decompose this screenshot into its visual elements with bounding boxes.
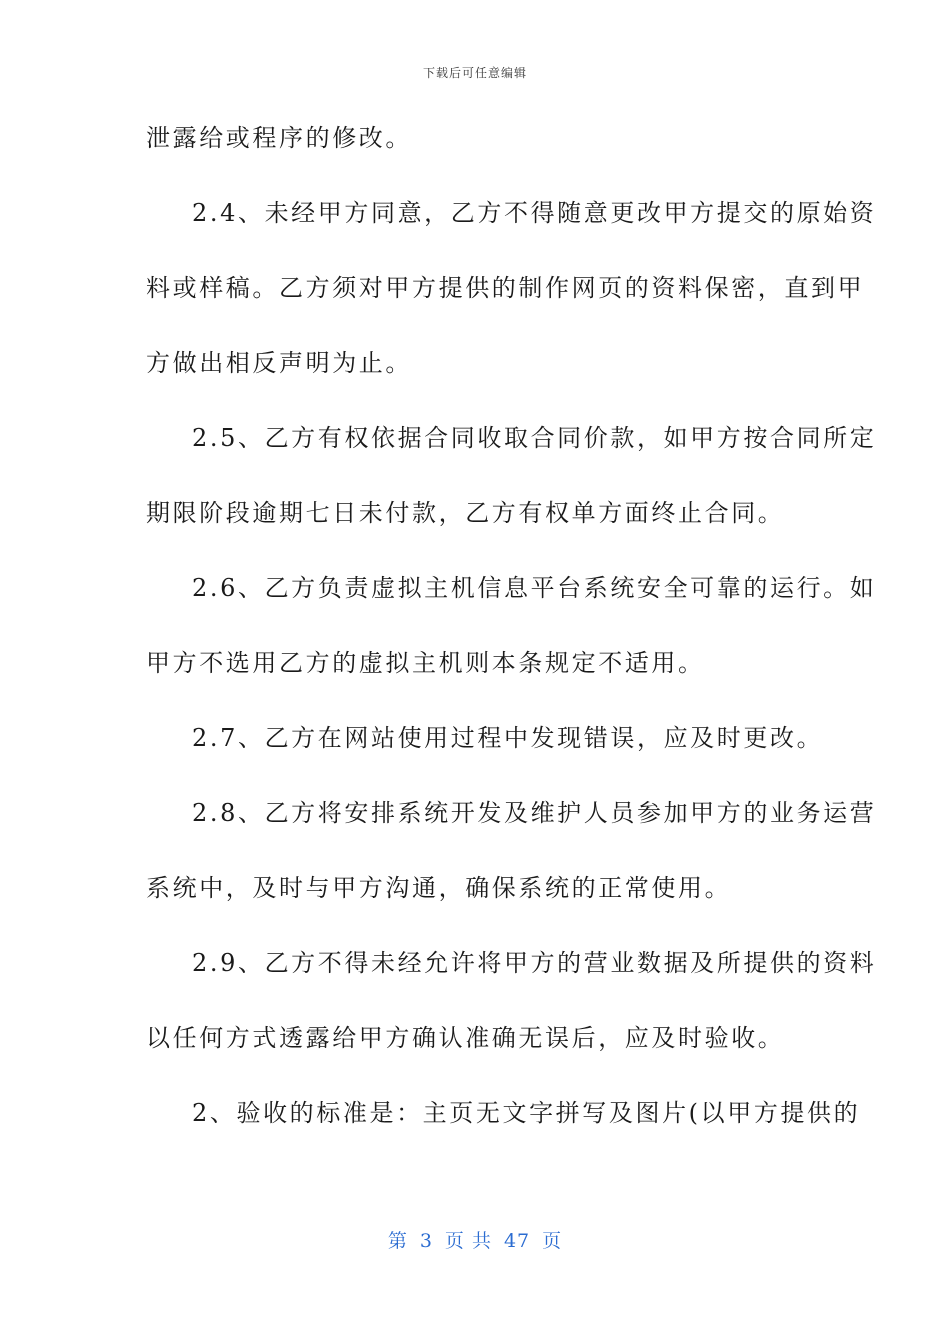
text-line: 料或样稿。乙方须对甲方提供的制作网页的资料保密，直到甲 <box>146 274 865 302</box>
footer-suffix: 页 <box>542 1230 563 1252</box>
page-number: 3 <box>419 1230 433 1252</box>
text-line: 泄露给或程序的修改。 <box>146 124 412 152</box>
clause-2-5: 2.5、乙方有权依据合同收取合同价款，如甲方按合同所定 <box>192 424 877 452</box>
text-line: 甲方不选用乙方的虚拟主机则本条规定不适用。 <box>146 649 705 677</box>
page-footer <box>0 1226 950 1253</box>
clause-2-4: 2.4、未经甲方同意，乙方不得随意更改甲方提交的原始资 <box>192 199 877 227</box>
clause-2-6: 2.6、乙方负责虚拟主机信息平台系统安全可靠的运行。如 <box>192 574 877 602</box>
footer-prefix: 第 <box>387 1230 408 1252</box>
text-line: 以任何方式透露给甲方确认准确无误后，应及时验收。 <box>146 1024 785 1052</box>
text-line: 系统中，及时与甲方沟通，确保系统的正常使用。 <box>146 874 732 902</box>
clause-2-9: 2.9、乙方不得未经允许将甲方的营业数据及所提供的资料 <box>192 949 877 977</box>
document-body <box>146 118 877 1168</box>
clause-2-7: 2.7、乙方在网站使用过程中发现错误，应及时更改。 <box>192 724 824 752</box>
page-header: 下载后可任意编辑 <box>422 66 527 80</box>
clause-2-8: 2.8、乙方将安排系统开发及维护人员参加甲方的业务运营 <box>192 799 877 827</box>
acceptance-standard-clause: 2、验收的标准是：主页无文字拼写及图片(以甲方提供的 <box>192 1099 861 1127</box>
text-line: 期限阶段逾期七日未付款，乙方有权单方面终止合同。 <box>146 499 785 527</box>
text-line: 方做出相反声明为止。 <box>146 349 412 377</box>
total-pages: 47 <box>503 1230 531 1252</box>
footer-middle: 页 共 <box>444 1230 492 1252</box>
